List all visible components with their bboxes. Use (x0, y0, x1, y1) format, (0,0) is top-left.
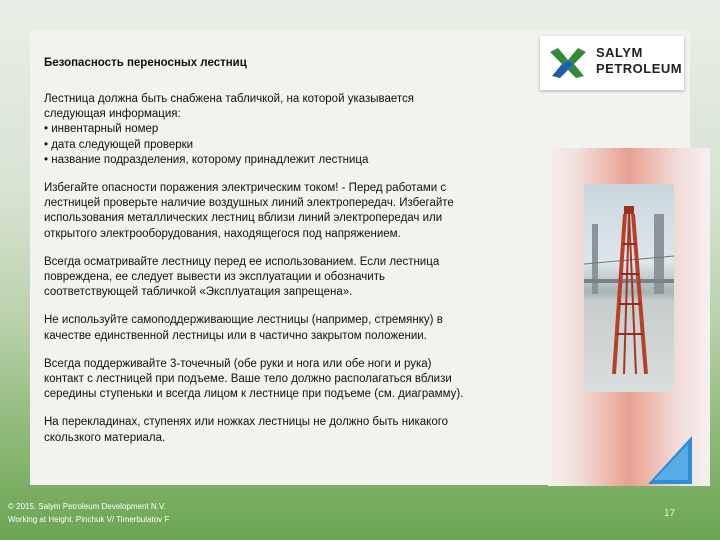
paragraph-line: следующая информация: (44, 108, 181, 121)
paragraph-line: Не используйте самоподдерживающие лестницы (например, стремянку) в (44, 314, 443, 327)
slide-body (44, 92, 564, 459)
paragraph-line: Избегайте опасности поражения электрическим током! - Перед работами с (44, 182, 447, 195)
slide-title: Безопасность переносных лестниц (44, 57, 247, 69)
paragraph (44, 181, 564, 242)
page-number: 17 (664, 508, 676, 519)
paragraph-line: • название подразделения, которому принадлежит лестница (44, 153, 369, 166)
salym-logo-icon (548, 46, 588, 80)
ladder-photo (584, 184, 674, 392)
paragraph (44, 92, 564, 168)
paragraph-line: • дата следующей проверки (44, 138, 194, 151)
paragraph-line: Всегда поддерживайте 3-точечный (обе руки и нога или обе ноги и рука) (44, 357, 432, 370)
logo-text (596, 45, 682, 77)
paragraph-line: использования металлических лестниц вблизи линий электропередач или (44, 212, 443, 225)
company-logo (540, 36, 684, 90)
paragraph (44, 415, 564, 445)
paragraph-line: качестве единственной лестницы или в частично закрытом положении. (44, 329, 427, 342)
paragraph-line: лестницей проверьте наличие воздушных линий электропередач. Избегайте (44, 197, 454, 210)
footer (8, 500, 169, 526)
paragraph-line: • инвентарный номер (44, 123, 159, 136)
paragraph (44, 255, 564, 301)
paragraph-line: Лестница должна быть снабжена табличкой, на которой указывается (44, 93, 415, 105)
paragraph-line: середины ступеньки и всегда лицом к лестнице при подъеме (см. диаграмму). (44, 388, 464, 401)
paragraph-line: повреждена, ее следует вывести из эксплуатации и обозначить (44, 271, 385, 284)
paragraph-line: соответствующей табличкой «Эксплуатация запрещена». (44, 286, 353, 299)
paragraph (44, 313, 564, 343)
corner-triangle-icon (646, 434, 694, 486)
paragraph-line: скользкого материала. (44, 431, 166, 444)
paragraph (44, 357, 564, 403)
logo-line-1: SALYM (596, 45, 643, 60)
paragraph-line: контакт с лестницей при подъеме. Ваше тело должно располагаться вблизи (44, 373, 452, 386)
ladder-illustration (584, 184, 674, 392)
footer-copyright: © 2015. Salym Petroleum Development N.V. (8, 502, 166, 511)
paragraph-line: Всегда осматривайте лестницу перед ее использованием. Если лестница (44, 255, 440, 268)
logo-line-2: PETROLEUM (596, 61, 683, 76)
paragraph-line: На перекладинах, ступенях или ножках лестницы не должно быть никакого (44, 416, 449, 429)
paragraph-line: открытого электрооборудования, находящегося под напряжением. (44, 227, 401, 240)
footer-subtitle: Working at Height. Pinchuk V/ Timerbulatov F (8, 515, 170, 524)
